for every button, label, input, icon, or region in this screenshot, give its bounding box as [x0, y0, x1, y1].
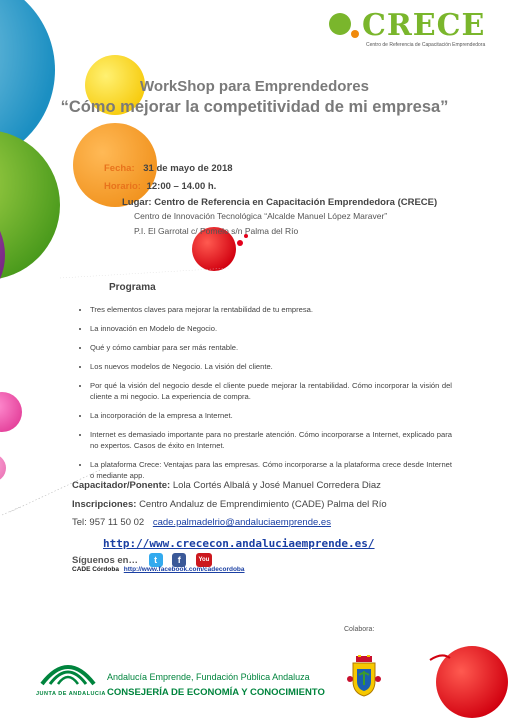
- capacitador-value: Lola Cortés Albalá y José Manuel Corredera Diaz: [172, 480, 381, 491]
- list-item: • Qué y cómo cambiar para ser más rentable.: [90, 342, 452, 353]
- place-value: Centro de Referencia en Capacitación Emprendedora (CRECE): [154, 197, 438, 208]
- list-item: • Los nuevos modelos de Negocio. La visión del cliente.: [90, 361, 452, 372]
- event-date: [104, 163, 233, 174]
- list-item: • Por qué la visión del negocio desde el cliente puede mejorar la rentabilidad. Cómo incorporar la visión del cliente a mi negocio. La experiencia de compra.: [90, 380, 452, 402]
- inscripciones-label: Inscripciones:: [72, 499, 137, 510]
- junta-text: JUNTA DE ANDALUCIA: [36, 691, 106, 697]
- cade-facebook-link[interactable]: http://www.facebook.com/cadecordoba: [123, 566, 245, 573]
- inscripciones-value: Centro Andaluz de Emprendimiento (CADE) Palma del Río: [139, 499, 387, 510]
- capacitador-label: Capacitador/Ponente:: [72, 480, 171, 491]
- email-link[interactable]: cade.palmadelrio@andaluciaemprende.es: [152, 517, 331, 528]
- twitter-icon[interactable]: t: [149, 553, 163, 567]
- palma-del-rio-coat-of-arms-icon: [347, 655, 381, 697]
- crece-logo: [328, 8, 504, 48]
- list-item: • La plataforma Crece: Ventajas para las empresas. Cómo incorporarse a la plataforma crece desde Internet o mediante app.: [90, 459, 452, 481]
- date-value: 31 de mayo de 2018: [143, 163, 233, 174]
- page-title: WorkShop para Emprendedores: [140, 78, 369, 95]
- facebook-icon[interactable]: f: [172, 553, 186, 567]
- crece-logo-text: CRECE: [362, 8, 486, 43]
- website-link[interactable]: http://www.crececon.andaluciaemprende.es/: [103, 537, 375, 550]
- youtube-icon[interactable]: You: [196, 553, 212, 567]
- phone-number: Tel: 957 11 50 02: [72, 517, 145, 528]
- list-item: • Tres elementos claves para mejorar la rentabilidad de tu empresa.: [90, 304, 452, 315]
- capacitador: [72, 480, 381, 491]
- time-label: Horario:: [104, 181, 141, 192]
- cade-label: CADE Córdoba: [72, 566, 119, 573]
- junta-logo: [30, 656, 106, 704]
- follow-label: Síguenos en…: [72, 554, 138, 566]
- programa-list: [78, 304, 452, 489]
- contact-line: [72, 517, 331, 528]
- list-item: • La innovación en Modelo de Negocio.: [90, 323, 452, 334]
- inscripciones: [72, 499, 387, 510]
- footer-line1: Andalucía Emprende, Fundación Pública Andaluza: [107, 672, 310, 682]
- place-address-line2: P.I. El Garrotal c/ Pomelo s/n Palma del Río: [134, 226, 299, 236]
- page-subtitle: “Cómo mejorar la competitividad de mi empresa”: [60, 98, 449, 116]
- event-place: [122, 197, 437, 208]
- list-item: • La incorporación de la empresa a Internet.: [90, 410, 452, 421]
- crece-dots-icon: [328, 10, 360, 40]
- programa-heading: Programa: [109, 282, 156, 293]
- footer-line2: CONSEJERÍA DE ECONOMÍA Y CONOCIMIENTO: [107, 687, 325, 698]
- time-value: 12:00 – 14.00 h.: [146, 181, 217, 192]
- list-item: • Internet es demasiado importante para no prestarle atención. Cómo incorporarse a Internet, explicado para no expertos. Casos de éxito en Internet.: [90, 429, 452, 451]
- place-address-line1: Centro de Innovación Tecnológica “Alcalde Manuel López Maraver”: [134, 211, 388, 221]
- colabora-label: Colabora:: [344, 626, 375, 633]
- event-time: [104, 181, 216, 192]
- place-label: Lugar:: [122, 197, 152, 208]
- cade-facebook-line: [72, 566, 245, 573]
- crece-tagline: Centro de Referencia de Capacitación Emprendedora: [366, 42, 486, 48]
- junta-arch-icon: [38, 656, 98, 686]
- social-row: [72, 553, 219, 567]
- date-label: Fecha:: [104, 163, 135, 174]
